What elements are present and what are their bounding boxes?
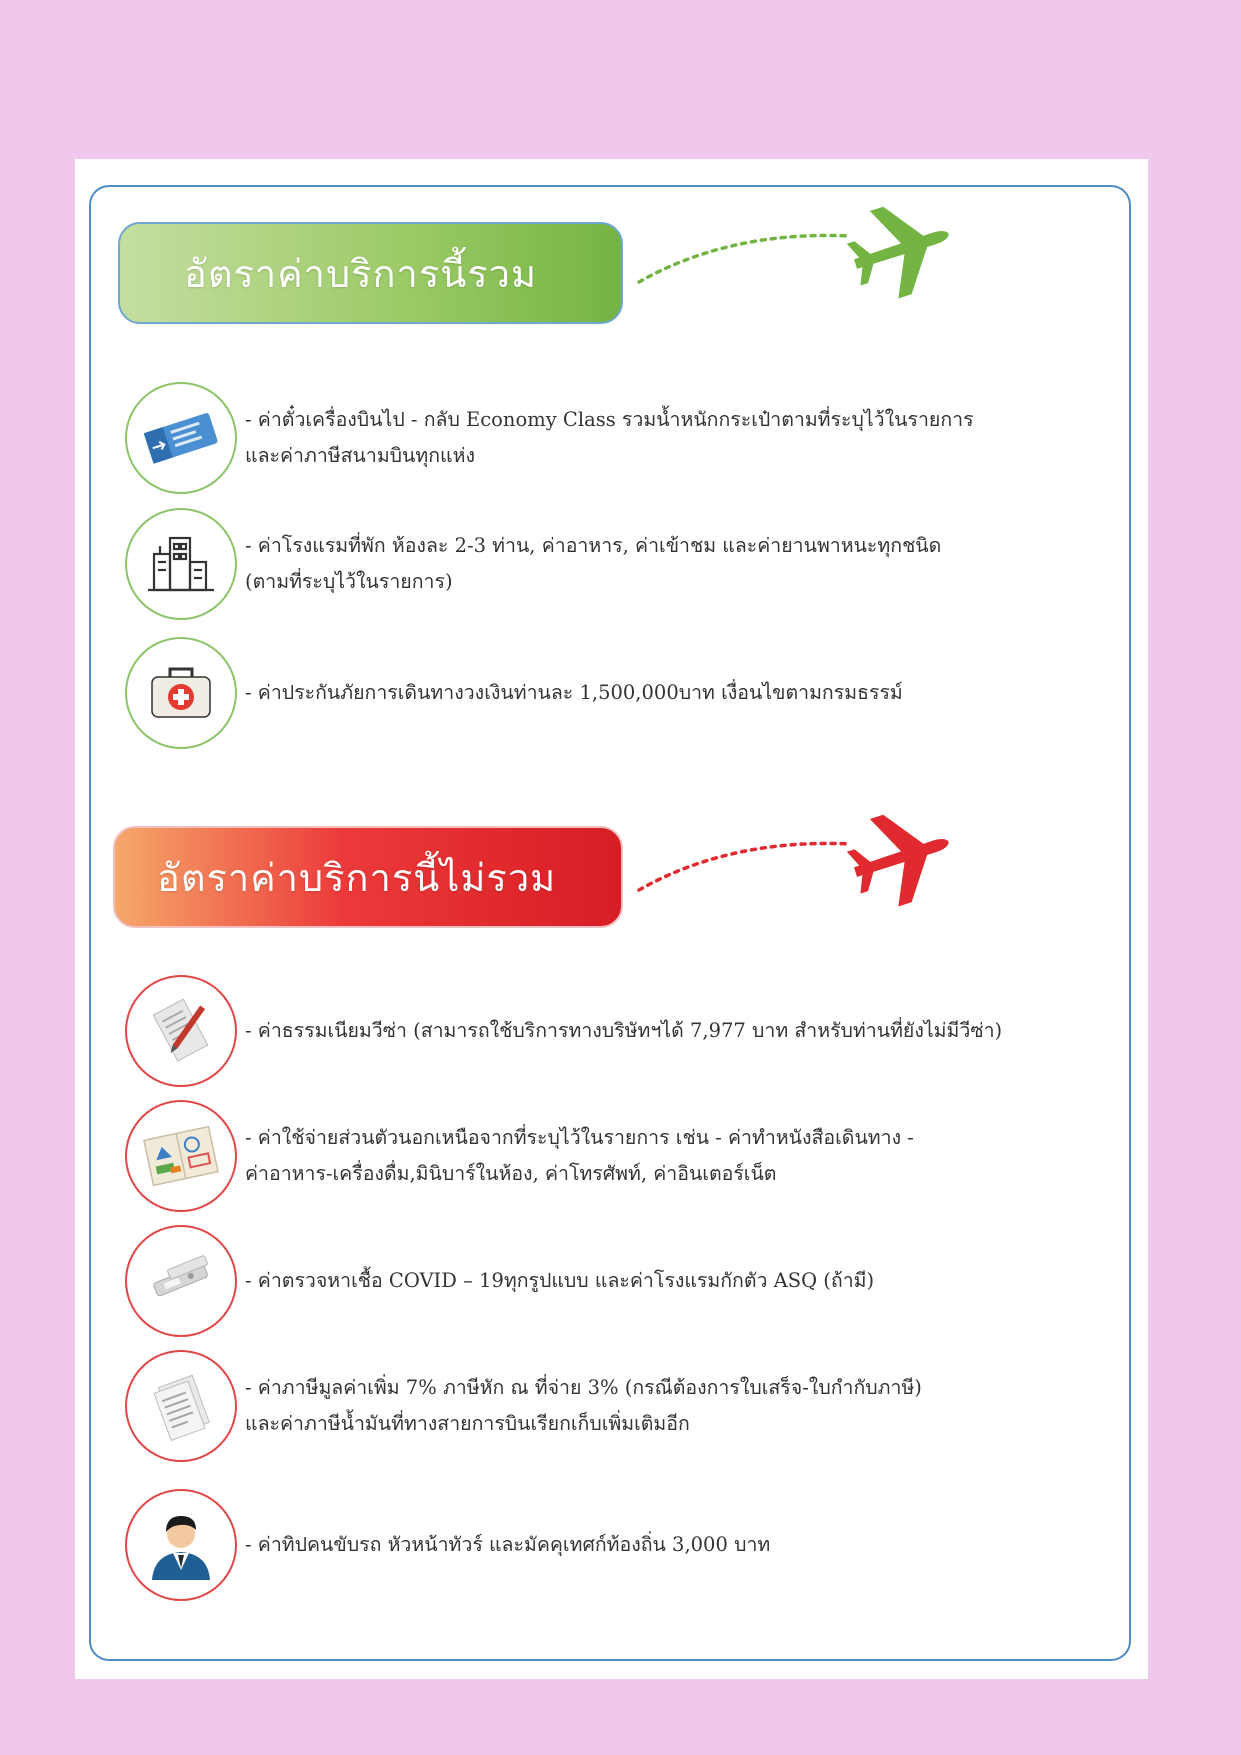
excluded-plane-icon <box>635 808 965 918</box>
included-item-ticket <box>125 382 974 494</box>
visa-document-pen-icon <box>125 975 237 1087</box>
excluded-item-text: - ค่าทิปคนขับรถ หัวหน้าทัวร์ และมัคคุเทศก์ท้องถิ่น 3,000 บาท <box>245 1533 771 1556</box>
excluded-item-personal <box>125 1100 914 1212</box>
first-aid-kit-icon <box>125 637 237 749</box>
excluded-item-visa <box>125 975 1002 1087</box>
excluded-item-text: - ค่าตรวจหาเชื้อ COVID – 19ทุกรูปแบบ และค่าโรงแรมกักตัว ASQ (ถ้ามี) <box>245 1269 875 1292</box>
passport-stamps-icon <box>125 1100 237 1212</box>
tour-guide-person-icon <box>125 1489 237 1601</box>
excluded-title: อัตราค่าบริการนี้ไม่รวม <box>157 855 557 900</box>
included-plane-icon <box>635 200 965 310</box>
covid-test-kit-icon <box>125 1225 237 1337</box>
included-item-text: - ค่าตั๋วเครื่องบินไป - กลับ Economy Class รวมน้ำหนักกระเป๋าตามที่ระบุไว้ในรายการ และค่าภาษีสนามบินทุกแห่ง <box>245 408 974 467</box>
excluded-banner <box>113 826 623 928</box>
excluded-item-covid <box>125 1225 874 1337</box>
included-item-text: - ค่าประกันภัยการเดินทางวงเงินท่านละ 1,500,000บาท เงื่อนไขตามกรมธรรม์ <box>245 681 903 704</box>
included-banner <box>118 222 623 324</box>
plane-ticket-icon <box>125 382 237 494</box>
hotel-building-icon <box>125 508 237 620</box>
excluded-item-tax <box>125 1350 922 1462</box>
excluded-item-tips <box>125 1489 770 1601</box>
included-item-text: - ค่าโรงแรมที่พัก ห้องละ 2-3 ท่าน, ค่าอาหาร, ค่าเข้าชม และค่ายานพาหนะทุกชนิด (ตามที่ระบุไว้ในรายการ) <box>245 534 942 593</box>
tax-document-icon <box>125 1350 237 1462</box>
included-item-hotel <box>125 508 941 620</box>
excluded-item-text: - ค่าใช้จ่ายส่วนตัวนอกเหนือจากที่ระบุไว้ในรายการ เช่น - ค่าทำหนังสือเดินทาง - ค่าอาหาร-เครื่องดื่ม,มินิบาร์ในห้อง, ค่าโทรศัพท์, ค่าอินเตอร์เน็ต <box>245 1126 914 1185</box>
excluded-item-text: - ค่าธรรมเนียมวีซ่า (สามารถใช้บริการทางบริษัทฯได้ 7,977 บาท สำหรับท่านที่ยังไม่มีวีซ่า) <box>245 1019 1003 1042</box>
included-title: อัตราค่าบริการนี้รวม <box>184 251 538 296</box>
excluded-item-text: - ค่าภาษีมูลค่าเพิ่ม 7% ภาษีหัก ณ ที่จ่าย 3% (กรณีต้องการใบเสร็จ-ใบกำกับภาษี) และค่าภาษีน้ำมันที่ทางสายการบินเรียกเก็บเพิ่มเติมอีก <box>245 1376 922 1435</box>
included-item-insurance <box>125 637 903 749</box>
